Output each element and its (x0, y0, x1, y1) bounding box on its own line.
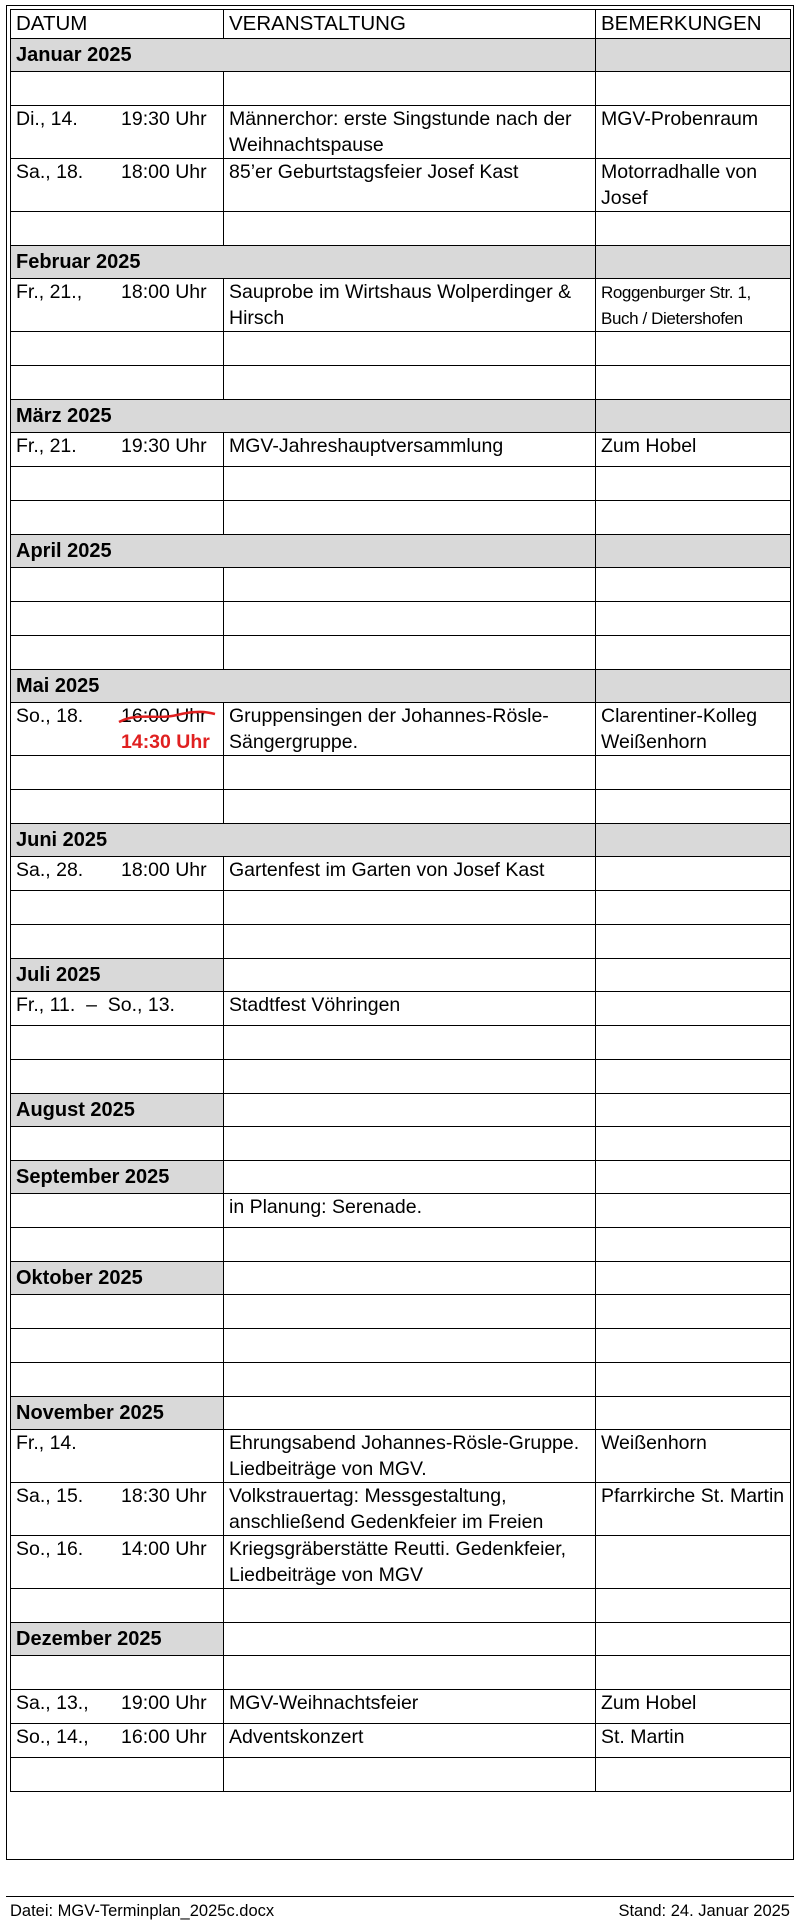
empty-row (11, 501, 791, 535)
date-cell: Di., 14. 19:30 Uhr (11, 106, 224, 159)
event-cell: Kriegsgräberstätte Reutti. Gedenkfeier, Liedbeiträge von MGV (224, 1536, 596, 1589)
table-header-row (11, 10, 791, 39)
remark-cell (596, 857, 791, 891)
empty-row (11, 602, 791, 636)
empty-row (11, 1060, 791, 1094)
remark-cell (596, 992, 791, 1026)
footer-filename: Datei: MGV-Terminplan_2025c.docx (10, 1902, 275, 1920)
date-cell: So., 14., 16:00 Uhr (11, 1724, 224, 1758)
table-row (11, 1724, 791, 1758)
table-row (11, 1690, 791, 1724)
month-label: März 2025 (11, 400, 596, 433)
month-label: Juli 2025 (11, 959, 224, 992)
empty-row (11, 332, 791, 366)
month-label: Januar 2025 (11, 39, 596, 72)
table-row (11, 279, 791, 332)
remark-cell: Zum Hobel (596, 433, 791, 467)
cancelled-time: 16:00 Uhr (121, 704, 207, 730)
month-label: Juni 2025 (11, 824, 596, 857)
event-cell: Männerchor: erste Singstunde nach der Weihnachtspause (224, 106, 596, 159)
empty-row (11, 636, 791, 670)
empty-row (11, 925, 791, 959)
empty-row (11, 366, 791, 400)
empty-row (11, 1363, 791, 1397)
date-cell: Fr., 21., 18:00 Uhr (11, 279, 224, 332)
month-label: Oktober 2025 (11, 1262, 224, 1295)
date-cell: Fr., 14. (11, 1430, 224, 1483)
table-row (11, 1536, 791, 1589)
empty-row (11, 1295, 791, 1329)
empty-row (11, 1758, 791, 1792)
event-cell: Gruppensingen der Johannes-Rösle-Sängergruppe. (224, 703, 596, 756)
empty-row (11, 1026, 791, 1060)
event-cell: Sauprobe im Wirtshaus Wolperdinger & Hirsch (224, 279, 596, 332)
date-cell: Fr., 11. – So., 13. (11, 992, 224, 1026)
new-time: 14:30 Uhr (121, 730, 210, 753)
remark-cell: Clarentiner-Kolleg Weißenhorn (596, 703, 791, 756)
empty-row (11, 790, 791, 824)
empty-row (11, 891, 791, 925)
empty-row (11, 1329, 791, 1363)
month-row-maerz (11, 400, 791, 433)
table-row (11, 857, 791, 891)
empty-row (11, 1656, 791, 1690)
footer-divider (6, 1896, 794, 1897)
month-label: April 2025 (11, 535, 596, 568)
month-label: Februar 2025 (11, 246, 596, 279)
event-cell: Volkstrauertag: Messgestaltung, anschließend Gedenkfeier im Freien (224, 1483, 596, 1536)
date-cell (11, 1194, 224, 1228)
event-cell: Ehrungsabend Johannes-Rösle-Gruppe. Liedbeiträge von MGV. (224, 1430, 596, 1483)
header-veranstaltung: VERANSTALTUNG (224, 10, 596, 39)
month-label: November 2025 (11, 1397, 224, 1430)
event-cell: in Planung: Serenade. (224, 1194, 596, 1228)
empty-row (11, 756, 791, 790)
event-cell: Gartenfest im Garten von Josef Kast (224, 857, 596, 891)
date-cell: Sa., 15. 18:30 Uhr (11, 1483, 224, 1536)
event-cell: 85’er Geburtstagsfeier Josef Kast (224, 159, 596, 212)
event-cell: MGV-Jahreshauptversammlung (224, 433, 596, 467)
month-label: August 2025 (11, 1094, 224, 1127)
month-label: Mai 2025 (11, 670, 596, 703)
remark-cell: Motorradhalle von Josef (596, 159, 791, 212)
remark-cell: St. Martin (596, 1724, 791, 1758)
month-row-juni (11, 824, 791, 857)
remark-cell: Zum Hobel (596, 1690, 791, 1724)
header-bemerkungen: BEMERKUNGEN (596, 10, 791, 39)
month-label: September 2025 (11, 1161, 224, 1194)
date-cell: So., 18. 16:00 Uhr 14:30 Uhr (11, 703, 224, 756)
month-row-dezember (11, 1623, 791, 1656)
table-row (11, 106, 791, 159)
event-cell: Stadtfest Vöhringen (224, 992, 596, 1026)
table-row (11, 433, 791, 467)
footer-date: Stand: 24. Januar 2025 (618, 1902, 790, 1920)
table-row (11, 1194, 791, 1228)
month-row-januar (11, 39, 791, 72)
empty-row (11, 467, 791, 501)
month-label: Dezember 2025 (11, 1623, 224, 1656)
table-row (11, 1430, 791, 1483)
remark-cell: MGV-Probenraum (596, 106, 791, 159)
empty-row (11, 212, 791, 246)
table-row (11, 1483, 791, 1536)
date-cell: Fr., 21. 19:30 Uhr (11, 433, 224, 467)
month-row-april (11, 535, 791, 568)
table-row (11, 159, 791, 212)
empty-row (11, 1127, 791, 1161)
empty-row (11, 568, 791, 602)
remark-cell: Roggenburger Str. 1, Buch / Dietershofen (596, 279, 791, 332)
strikethrough-mark (117, 706, 217, 728)
month-row-september (11, 1161, 791, 1194)
header-datum: DATUM (11, 10, 224, 39)
remark-cell (596, 1194, 791, 1228)
event-cell: Adventskonzert (224, 1724, 596, 1758)
event-cell: MGV-Weihnachtsfeier (224, 1690, 596, 1724)
month-row-november (11, 1397, 791, 1430)
month-row-mai (11, 670, 791, 703)
month-row-juli (11, 959, 791, 992)
empty-row (11, 1589, 791, 1623)
month-row-oktober (11, 1262, 791, 1295)
month-row-februar (11, 246, 791, 279)
table-row (11, 703, 791, 756)
date-cell: Sa., 28. 18:00 Uhr (11, 857, 224, 891)
remark-cell (596, 1536, 791, 1589)
empty-row (11, 1228, 791, 1262)
date-cell: So., 16. 14:00 Uhr (11, 1536, 224, 1589)
remark-cell: Pfarrkirche St. Martin (596, 1483, 791, 1536)
date-cell: Sa., 13., 19:00 Uhr (11, 1690, 224, 1724)
table-row (11, 992, 791, 1026)
empty-row (11, 72, 791, 106)
date-cell: Sa., 18. 18:00 Uhr (11, 159, 224, 212)
schedule-table (10, 9, 791, 1792)
remark-cell: Weißenhorn (596, 1430, 791, 1483)
month-row-august (11, 1094, 791, 1127)
